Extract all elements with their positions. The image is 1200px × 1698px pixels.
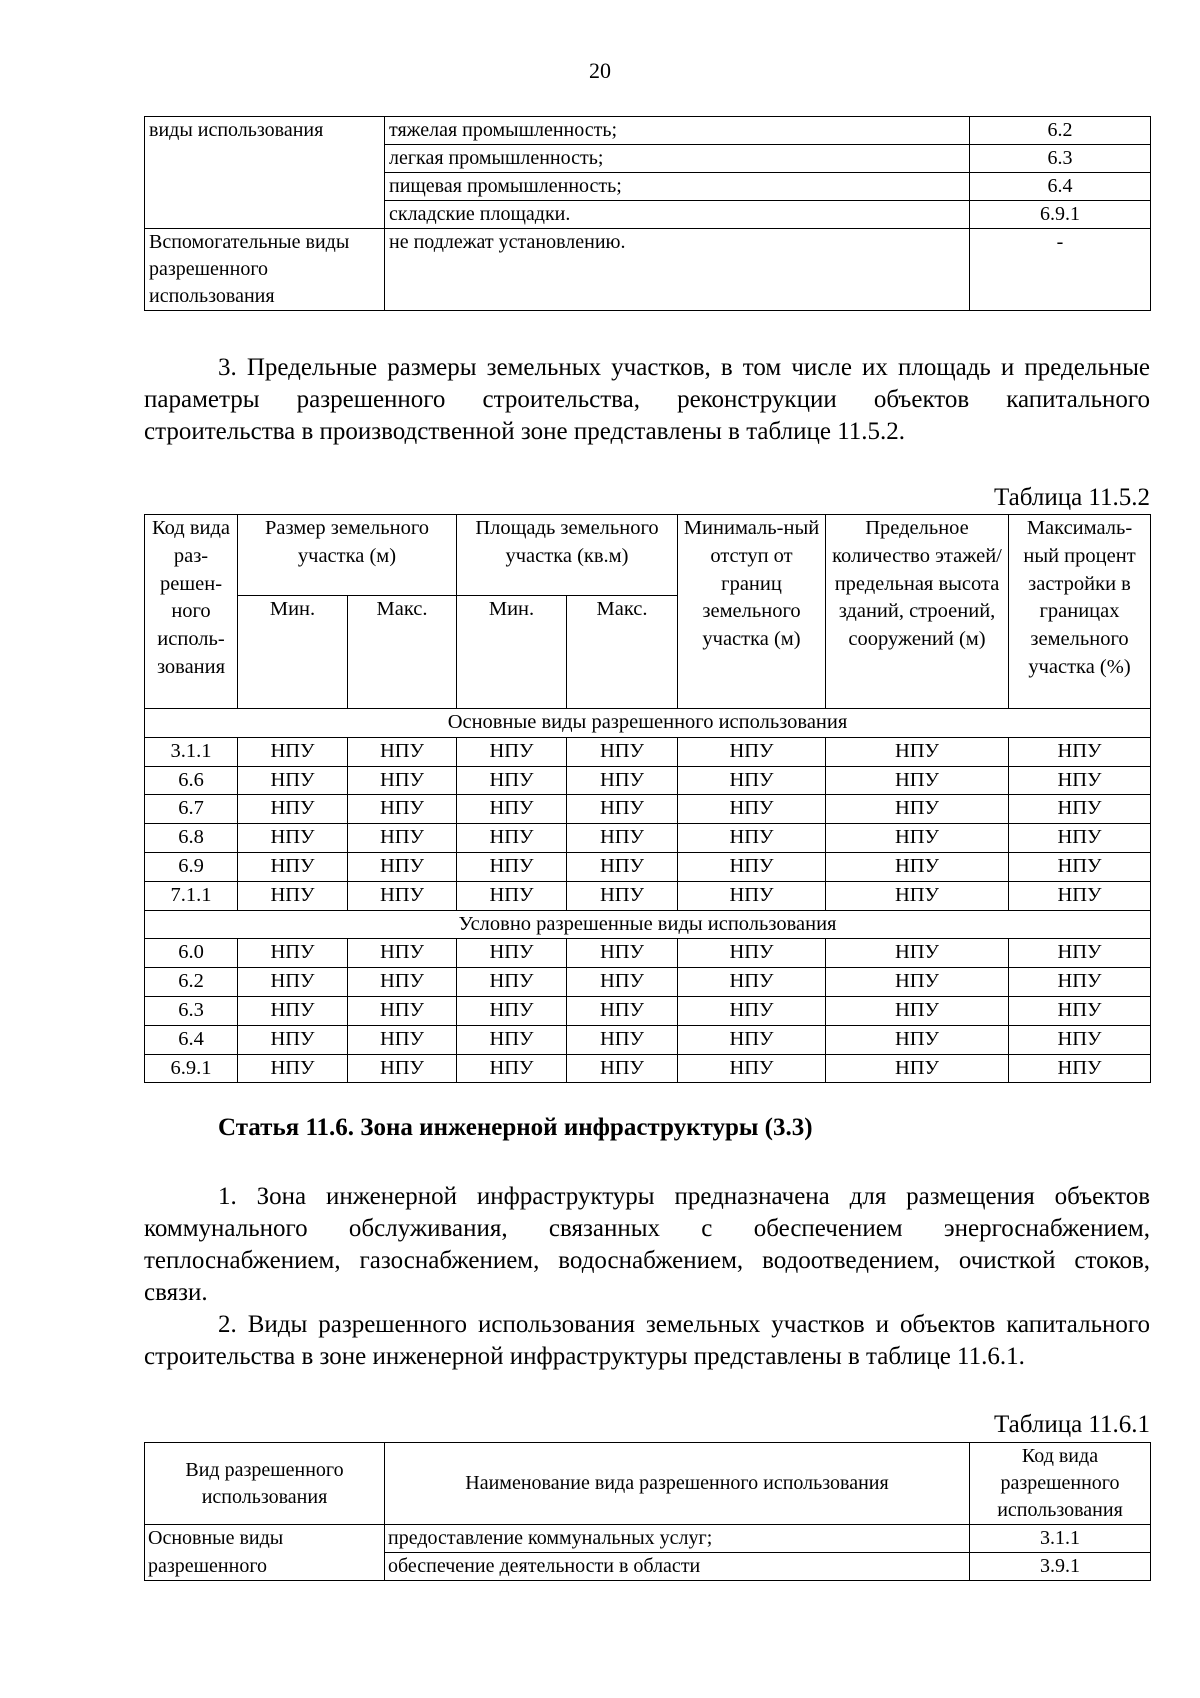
header-use-name: Наименование вида разрешенного использования bbox=[385, 1443, 970, 1525]
use-code-cell: 6.9.1 bbox=[970, 201, 1151, 229]
section-conditional-uses: Условно разрешенные виды использования bbox=[145, 910, 1151, 939]
use-code-cell: 3.1.1 bbox=[145, 737, 238, 766]
value-cell: НПУ bbox=[238, 766, 348, 795]
value-cell: НПУ bbox=[826, 766, 1009, 795]
value-cell: НПУ bbox=[457, 737, 567, 766]
table-row bbox=[145, 939, 1151, 968]
header-use-type: Вид разрешенного использования bbox=[145, 1443, 385, 1525]
header-plot-size: Размер земельного участка (м) bbox=[238, 515, 457, 596]
use-name-cell: тяжелая промышленность; bbox=[385, 117, 970, 145]
permitted-use-table-11-6-1 bbox=[144, 1442, 1151, 1581]
value-cell: НПУ bbox=[457, 1025, 567, 1054]
value-cell: НПУ bbox=[1009, 766, 1151, 795]
permitted-use-table-continued bbox=[144, 116, 1151, 311]
use-code-cell: 6.4 bbox=[145, 1025, 238, 1054]
value-cell: НПУ bbox=[567, 939, 678, 968]
value-cell: НПУ bbox=[826, 795, 1009, 824]
value-cell: НПУ bbox=[348, 766, 457, 795]
table-row bbox=[145, 881, 1151, 910]
use-code-cell: 6.9.1 bbox=[145, 1054, 238, 1083]
main-uses-body bbox=[145, 709, 1151, 911]
value-cell: НПУ bbox=[348, 968, 457, 997]
header-use-code: Код вида разрешенного использования bbox=[970, 1443, 1151, 1525]
value-cell: НПУ bbox=[348, 996, 457, 1025]
paragraph-1: 1. Зона инженерной инфраструктуры предназначена для размещения объектов коммунального обслуживания, связанных с обеспечением энергоснабжением, теплоснабжением, газоснабжением, водоснабжением, водоотведением, очисткой стоков, связи. bbox=[144, 1183, 1150, 1306]
value-cell: НПУ bbox=[457, 795, 567, 824]
header-floors-height: Предельное количество этажей/ предельная высота зданий, строений, сооружений (м) bbox=[826, 515, 1009, 709]
value-cell: НПУ bbox=[678, 795, 826, 824]
header-size-min: Мин. bbox=[238, 596, 348, 709]
use-code-cell: 6.6 bbox=[145, 766, 238, 795]
value-cell: НПУ bbox=[1009, 881, 1151, 910]
value-cell: НПУ bbox=[678, 1054, 826, 1083]
value-cell: НПУ bbox=[1009, 795, 1151, 824]
value-cell: НПУ bbox=[567, 1025, 678, 1054]
value-cell: НПУ bbox=[826, 996, 1009, 1025]
table-row bbox=[145, 824, 1151, 853]
value-cell: НПУ bbox=[826, 824, 1009, 853]
value-cell: НПУ bbox=[567, 1054, 678, 1083]
value-cell: НПУ bbox=[1009, 852, 1151, 881]
section-main-uses: Основные виды разрешенного использования bbox=[145, 709, 1151, 738]
value-cell: НПУ bbox=[238, 1054, 348, 1083]
table-row bbox=[145, 1553, 1151, 1581]
value-cell: НПУ bbox=[826, 1025, 1009, 1054]
page-number: 20 bbox=[589, 58, 611, 83]
value-cell: НПУ bbox=[238, 1025, 348, 1054]
value-cell: НПУ bbox=[348, 1025, 457, 1054]
use-code-cell: 6.0 bbox=[145, 939, 238, 968]
use-name-cell: предоставление коммунальных услуг; bbox=[385, 1525, 970, 1553]
value-cell: НПУ bbox=[678, 852, 826, 881]
use-code-cell: 3.9.1 bbox=[970, 1553, 1151, 1581]
value-cell: НПУ bbox=[678, 939, 826, 968]
value-cell: НПУ bbox=[567, 737, 678, 766]
use-code-cell: 6.8 bbox=[145, 824, 238, 853]
table-row bbox=[145, 968, 1151, 997]
use-name-cell: складские площадки. bbox=[385, 201, 970, 229]
table-row bbox=[145, 766, 1151, 795]
parameters-table-11-5-2 bbox=[144, 514, 1151, 1083]
use-code-cell: - bbox=[970, 229, 1151, 311]
value-cell: НПУ bbox=[238, 939, 348, 968]
value-cell: НПУ bbox=[238, 996, 348, 1025]
use-name-cell: не подлежат установлению. bbox=[385, 229, 970, 311]
table-caption-11-6-1: Таблица 11.6.1 bbox=[994, 1411, 1150, 1438]
header-size-max: Макс. bbox=[348, 596, 457, 709]
value-cell: НПУ bbox=[678, 1025, 826, 1054]
table-row bbox=[145, 996, 1151, 1025]
value-cell: НПУ bbox=[238, 737, 348, 766]
value-cell: НПУ bbox=[678, 881, 826, 910]
value-cell: НПУ bbox=[1009, 737, 1151, 766]
article-heading: Статья 11.6. Зона инженерной инфраструктуры (3.3) bbox=[218, 1114, 813, 1141]
value-cell: НПУ bbox=[348, 1054, 457, 1083]
value-cell: НПУ bbox=[567, 795, 678, 824]
table-row bbox=[145, 1025, 1151, 1054]
table-row bbox=[145, 117, 1151, 145]
value-cell: НПУ bbox=[457, 766, 567, 795]
table-caption-11-5-2: Таблица 11.5.2 bbox=[994, 484, 1150, 511]
value-cell: НПУ bbox=[678, 824, 826, 853]
header-area-min: Мин. bbox=[457, 596, 567, 709]
value-cell: НПУ bbox=[567, 881, 678, 910]
use-name-cell: пищевая промышленность; bbox=[385, 173, 970, 201]
paragraph-3: 3. Предельные размеры земельных участков, в том числе их площадь и предельные параметры разрешенного строительства, реконструкции объектов капитального строительства в производственной зоне представлены в таблице 11.5.2. bbox=[144, 354, 1150, 445]
value-cell: НПУ bbox=[826, 852, 1009, 881]
header-row bbox=[145, 515, 1151, 596]
value-cell: НПУ bbox=[567, 852, 678, 881]
use-type-cell: Основные виды bbox=[145, 1525, 385, 1553]
value-cell: НПУ bbox=[1009, 939, 1151, 968]
value-cell: НПУ bbox=[348, 852, 457, 881]
value-cell: НПУ bbox=[348, 795, 457, 824]
value-cell: НПУ bbox=[678, 766, 826, 795]
value-cell: НПУ bbox=[826, 1054, 1009, 1083]
value-cell: НПУ bbox=[826, 881, 1009, 910]
use-code-cell: 6.4 bbox=[970, 173, 1151, 201]
value-cell: НПУ bbox=[826, 968, 1009, 997]
table-row bbox=[145, 852, 1151, 881]
header-area-max: Макс. bbox=[567, 596, 678, 709]
value-cell: НПУ bbox=[238, 824, 348, 853]
value-cell: НПУ bbox=[1009, 1025, 1151, 1054]
table-row bbox=[145, 1525, 1151, 1553]
value-cell: НПУ bbox=[457, 1054, 567, 1083]
value-cell: НПУ bbox=[1009, 968, 1151, 997]
value-cell: НПУ bbox=[457, 939, 567, 968]
value-cell: НПУ bbox=[567, 968, 678, 997]
value-cell: НПУ bbox=[348, 881, 457, 910]
value-cell: НПУ bbox=[567, 824, 678, 853]
header-coverage: Максималь-ный процент застройки в границах земельного участка (%) bbox=[1009, 515, 1151, 709]
header-row bbox=[145, 1443, 1151, 1525]
use-name-cell: легкая промышленность; bbox=[385, 145, 970, 173]
value-cell: НПУ bbox=[826, 939, 1009, 968]
header-code: Код вида раз-решен-ного исполь-зования bbox=[145, 515, 238, 709]
table-row bbox=[145, 1054, 1151, 1083]
value-cell: НПУ bbox=[1009, 824, 1151, 853]
header-setback: Минималь-ный отступ от границ земельного участка (м) bbox=[678, 515, 826, 709]
use-name-cell: обеспечение деятельности в области bbox=[385, 1553, 970, 1581]
use-type-cell: Вспомогательные виды разрешенного использования bbox=[145, 229, 385, 311]
table-row bbox=[145, 737, 1151, 766]
value-cell: НПУ bbox=[348, 939, 457, 968]
use-code-cell: 3.1.1 bbox=[970, 1525, 1151, 1553]
header-plot-area: Площадь земельного участка (кв.м) bbox=[457, 515, 678, 596]
value-cell: НПУ bbox=[567, 996, 678, 1025]
value-cell: НПУ bbox=[238, 795, 348, 824]
value-cell: НПУ bbox=[826, 737, 1009, 766]
use-code-cell: 6.2 bbox=[970, 117, 1151, 145]
value-cell: НПУ bbox=[1009, 1054, 1151, 1083]
use-code-cell: 6.9 bbox=[145, 852, 238, 881]
table-row bbox=[145, 229, 1151, 311]
value-cell: НПУ bbox=[457, 996, 567, 1025]
value-cell: НПУ bbox=[238, 852, 348, 881]
value-cell: НПУ bbox=[457, 852, 567, 881]
use-type-cell: виды использования bbox=[145, 117, 385, 229]
value-cell: НПУ bbox=[457, 824, 567, 853]
value-cell: НПУ bbox=[457, 968, 567, 997]
value-cell: НПУ bbox=[678, 737, 826, 766]
value-cell: НПУ bbox=[348, 824, 457, 853]
value-cell: НПУ bbox=[567, 766, 678, 795]
value-cell: НПУ bbox=[238, 968, 348, 997]
use-code-cell: 6.7 bbox=[145, 795, 238, 824]
use-code-cell: 6.2 bbox=[145, 968, 238, 997]
section-row bbox=[145, 910, 1151, 939]
value-cell: НПУ bbox=[457, 881, 567, 910]
paragraph-2: 2. Виды разрешенного использования земельных участков и объектов капитального строительства в зоне инженерной инфраструктуры представлены в таблице 11.6.1. bbox=[144, 1311, 1150, 1370]
value-cell: НПУ bbox=[1009, 996, 1151, 1025]
value-cell: НПУ bbox=[678, 968, 826, 997]
use-code-cell: 7.1.1 bbox=[145, 881, 238, 910]
value-cell: НПУ bbox=[238, 881, 348, 910]
use-code-cell: 6.3 bbox=[970, 145, 1151, 173]
use-code-cell: 6.3 bbox=[145, 996, 238, 1025]
use-type-cell: разрешенного bbox=[145, 1553, 385, 1581]
table-row bbox=[145, 795, 1151, 824]
conditional-uses-body bbox=[145, 910, 1151, 1083]
value-cell: НПУ bbox=[678, 996, 826, 1025]
section-row bbox=[145, 709, 1151, 738]
value-cell: НПУ bbox=[348, 737, 457, 766]
